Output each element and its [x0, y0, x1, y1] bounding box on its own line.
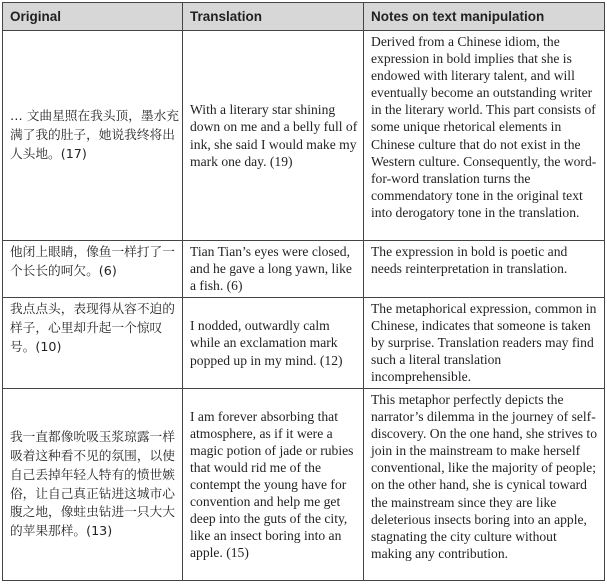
table-row: [3, 389, 605, 581]
header-translation: Translation: [183, 3, 364, 31]
translation-cell: I am forever absorbing that atmosphere, as if it were a magic potion of jade or rubies that would rid me of the contempt the young have for convention and help me get deep into the guts of the city, like an insect boring into an apple. (15): [183, 389, 364, 581]
original-cell: … 文曲星照在我头顶，墨水充满了我的肚子，她说我终将出人头地。(17): [3, 31, 183, 241]
table-row: [3, 31, 605, 241]
table-row: [3, 298, 605, 389]
original-cell: 他闭上眼睛，像鱼一样打了一个长长的呵欠。(6): [3, 241, 183, 298]
header-notes: Notes on text manipulation: [364, 3, 605, 31]
notes-cell: This metaphor perfectly depicts the narrator’s dilemma in the journey of self-discovery. On the one hand, she strives to join in the mainstream to make herself conventional, like the majority of people; on the other hand, she is cynical toward the mainstream since they are like deleterious insects boring into an apple, stagnating the city culture without making any contribution.: [364, 389, 605, 581]
header-row: [3, 3, 605, 31]
notes-cell: Derived from a Chinese idiom, the expression in bold implies that she is endowed with literary talent, and will eventually become an outstanding writer in the literary world. This part consists of some unique rhetorical elements in Chinese culture that do not exist in the Western culture. Consequently, the word-for-word translation turns the commendatory tone in the original text into derogatory tone in the translation.: [364, 31, 605, 241]
original-cell: 我一直都像吮吸玉浆琼露一样吸着这种看不见的氛围，以使自己丢掉年轻人特有的愤世嫉俗，让自己真正钻进这城市心腹之地，像蛀虫钻进一只大大的苹果那样。(13): [3, 389, 183, 581]
notes-cell: The expression in bold is poetic and needs reinterpretation in translation.: [364, 241, 605, 298]
translation-cell: I nodded, outwardly calm while an exclamation mark popped up in my mind. (12): [183, 298, 364, 389]
notes-cell: The metaphorical expression, common in Chinese, indicates that someone is taken by surprise. Translation readers may find such a literal translation incomprehensible.: [364, 298, 605, 389]
table-row: [3, 241, 605, 298]
translation-cell: With a literary star shining down on me and a belly full of ink, she said I would make my mark one day. (19): [183, 31, 364, 241]
header-original: Original: [3, 3, 183, 31]
original-cell: 我点点头，表现得从容不迫的样子，心里却升起一个惊叹号。(10): [3, 298, 183, 389]
translation-comparison-table: [2, 2, 605, 581]
translation-cell: Tian Tian’s eyes were closed, and he gave a long yawn, like a fish. (6): [183, 241, 364, 298]
